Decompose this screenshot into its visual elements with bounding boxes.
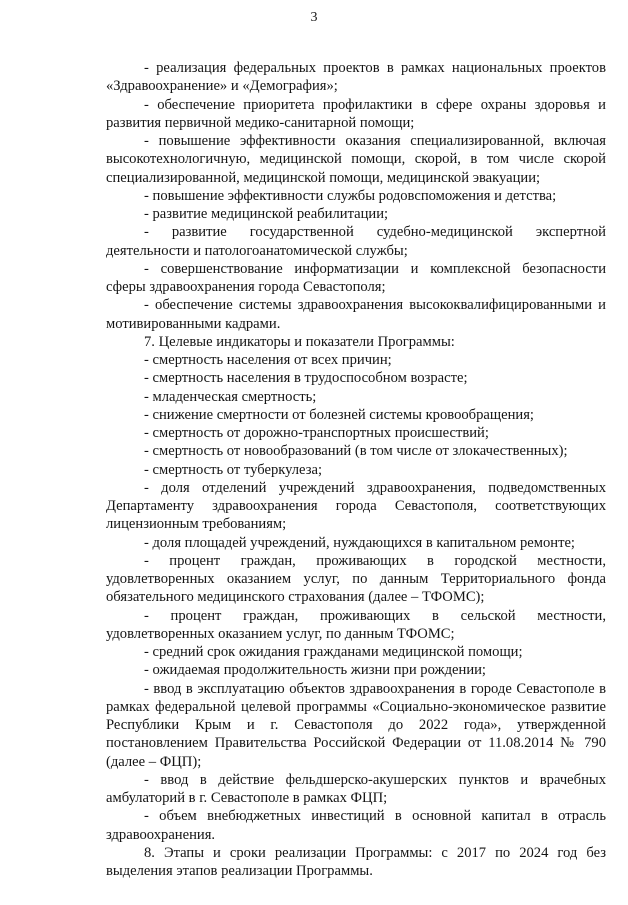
list-item: - снижение смертности от болезней системы кровообращения; (144, 406, 534, 423)
list-item: - обеспечение приоритета профилактики в сфере охраны здоровья и развития первичной медико-санитарной помощи; (106, 96, 606, 131)
list-item: - реализация федеральных проектов в рамках национальных проектов «Здравоохранение» и «Демография»; (106, 60, 606, 95)
list-item: - смертность от новообразований (в том числе от злокачественных); (144, 443, 568, 460)
page-number: 3 (310, 10, 318, 25)
list-item: - ввод в эксплуатацию объектов здравоохранения в городе Севастополе в рамках федеральной целевой программы «Социально-экономическое развитие Республики Крым и г. Севастополя до 2022 года», утвержденной постановлением Правительства Российской Федерации от 11.08.2014 № 790 (далее – ФЦП); (106, 680, 606, 770)
list-item: - смертность от дорожно-транспортных происшествий; (144, 425, 489, 441)
list-item: - обеспечение системы здравоохранения высококвалифицированными и мотивированными кадрами. (106, 297, 606, 332)
list-item: - доля площадей учреждений, нуждающихся в капитальном ремонте; (144, 534, 575, 551)
list-item: - повышение эффективности службы родовспоможения и детства; (144, 187, 557, 204)
list-item: - ввод в действие фельдшерско-акушерских пунктов и врачебных амбулаторий в г. Севастополе в рамках ФЦП; (106, 771, 606, 806)
list-item: - развитие медицинской реабилитации; (144, 206, 389, 222)
list-item: - смертность населения в трудоспособном возрасте; (144, 370, 468, 387)
list-item: - доля отделений учреждений здравоохранения, подведомственных Департаменту здравоохранения города Севастополя, соответствующих лицензионным требованиям; (106, 479, 606, 533)
list-item: - объем внебюджетных инвестиций в основной капитал в отрасль здравоохранения. (106, 808, 606, 843)
list-item: - смертность от туберкулеза; (144, 461, 323, 478)
list-item: - повышение эффективности оказания специализированной, включая высокотехнологичную, медицинской помощи, скорой, в том числе скорой специализированной, медицинской помощи, медицинской эвакуации; (106, 133, 606, 186)
list-item: - процент граждан, проживающих в городской местности, удовлетворенных оказанием услуг, по данным Территориального фонда обязательного медицинского страхования (далее – ТФОМС); (106, 552, 606, 606)
list-item: - совершенствование информатизации и комплексной безопасности сферы здравоохранения города Севастополя; (106, 260, 606, 295)
list-item: - средний срок ожидания гражданами медицинской помощи; (144, 644, 523, 660)
list-item: - процент граждан, проживающих в сельской местности, удовлетворенных оказанием услуг, по данным ТФОМС; (106, 607, 606, 642)
list-item: - ожидаемая продолжительность жизни при рождении; (144, 662, 486, 679)
section-heading: 7. Целевые индикаторы и показатели Программы: (144, 333, 455, 350)
section-paragraph: 8. Этапы и сроки реализации Программы: с 2017 по 2024 год без выделения этапов реализации Программы. (106, 844, 606, 879)
document-body (106, 59, 606, 880)
list-item: - развитие государственной судебно-медицинской экспертной деятельности и патологоанатомической службы; (106, 224, 606, 259)
list-item: - младенческая смертность; (144, 388, 317, 405)
list-item: - смертность населения от всех причин; (144, 352, 392, 368)
